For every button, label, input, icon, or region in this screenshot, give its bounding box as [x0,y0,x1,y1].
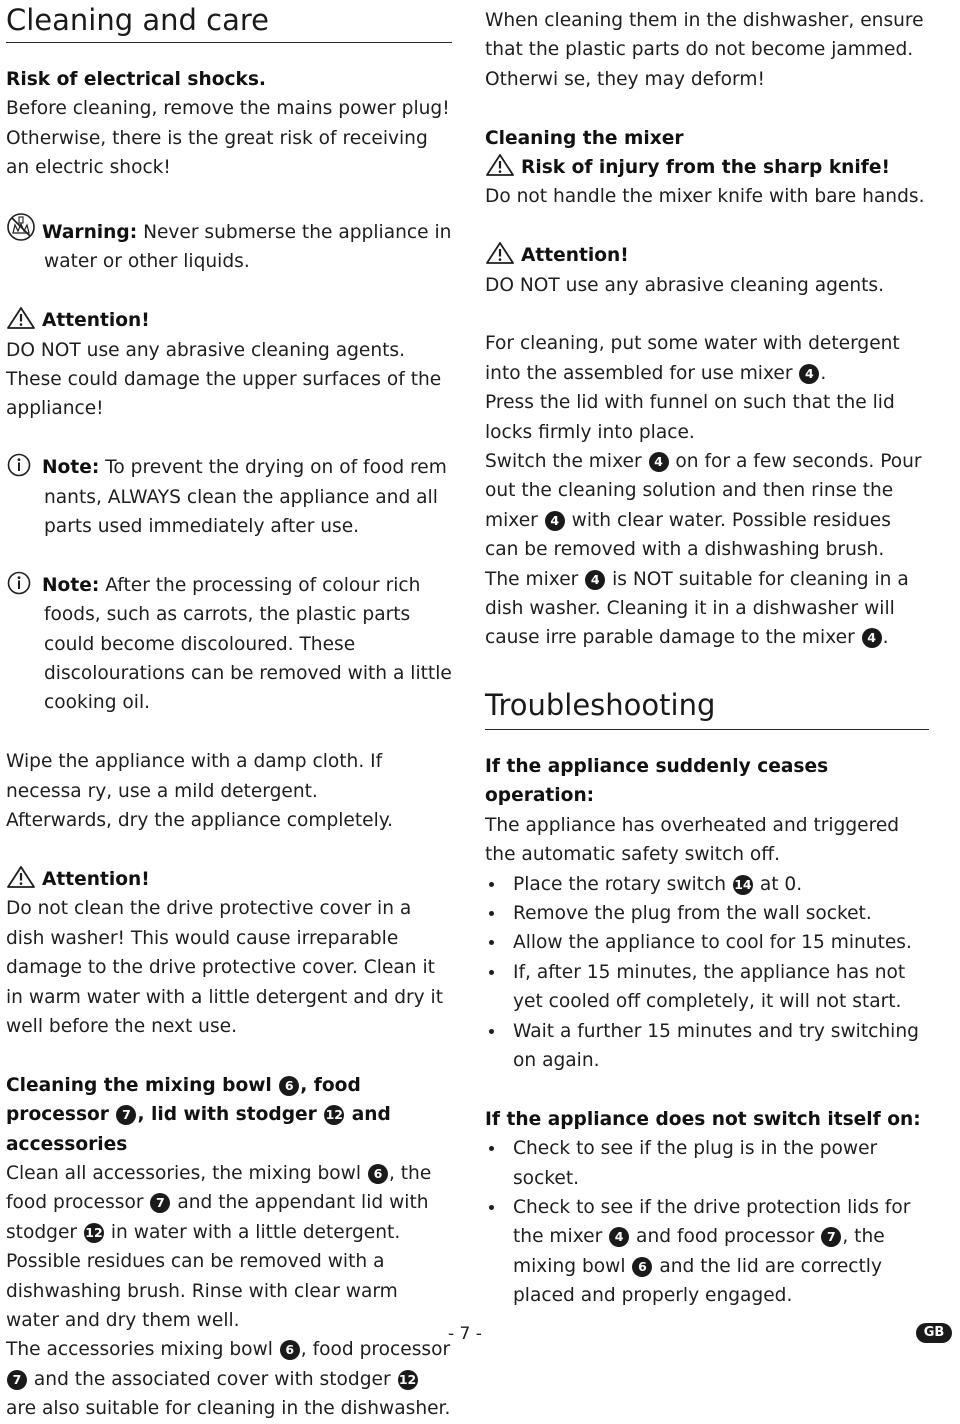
warning-triangle-icon [6,306,36,330]
right-column [485,6,929,1311]
shock-title: Risk of electrical shocks. [6,69,266,90]
attention-label: Attention! [42,868,150,890]
dry-text: Afterwards, dry the appliance completely. [6,810,394,832]
ceases-title: If the appliance suddenly ceases operation: [485,755,829,807]
number-badge: 4 [585,570,605,590]
number-badge: 7 [7,1370,27,1390]
attention-heading-1 [6,306,452,335]
number-badge: 7 [821,1227,841,1247]
language-badge: GB [916,1323,952,1343]
attention-label: Attention! [42,310,150,332]
mixer-paragraph-3: Switch the mixer 4 on for a few seconds. Pour out the cleaning solution and then rinse the mixer 4 with clear water. Possible residues can be removed with a dishwashing brush. [485,451,922,561]
attention-text-1: DO NOT use any abrasive cleaning agents. These could damage the upper surfaces of the appliance! [6,339,442,420]
number-badge: 7 [116,1105,136,1125]
number-badge: 6 [279,1076,299,1096]
attention-text-2: Do not clean the drive protective cover in a dish washer! This would cause irreparable damage to the drive protective cover. Clean it in warm water with a little detergent and dry it well before the next use. [6,898,444,1037]
note-text-2: After the processing of colour rich foods, such as carrots, the plastic parts could become discoloured. These discolourations can be removed with a little cooking oil. [44,574,452,714]
info-circle-icon [6,571,36,595]
bowl-title: Cleaning the mixing bowl 6 , food processor 7 , lid with stodger 12 and accessories [6,1074,391,1155]
list-item: Check to see if the drive protection lids for the mixer 4 and food processor 7 , the mixing bowl 6 and the lid are correctly placed and properly engaged. [485,1193,929,1311]
shock-text: Before cleaning, remove the mains power plug! Otherwise, there is the great risk of receiving an electric shock! [6,98,450,179]
number-badge: 4 [862,628,882,648]
note-paragraph-1 [6,453,452,541]
page-number: - 7 - [448,1324,482,1344]
warning-triangle-icon [485,153,515,177]
number-badge: 12 [84,1223,104,1243]
list-item: Wait a further 15 minutes and try switching on again. [485,1017,929,1076]
injury-text: Do not handle the mixer knife with bare hands. [485,186,925,208]
number-badge: 6 [368,1164,388,1184]
attention-heading-2 [6,865,452,894]
number-badge: 12 [398,1370,418,1390]
attention-text-3: DO NOT use any abrasive cleaning agents. [485,274,885,296]
number-badge: 12 [324,1105,344,1125]
list-item: Allow the appliance to cool for 15 minutes. [485,928,929,957]
list-item: Check to see if the plug is in the power socket. [485,1134,929,1193]
number-badge: 4 [799,364,819,384]
number-badge: 14 [733,875,753,895]
section-heading-troubleshooting: Troubleshooting [485,685,929,730]
section-heading-cleaning: Cleaning and care [6,0,452,43]
info-circle-icon [6,453,36,477]
ceases-text: The appliance has overheated and triggered the automatic safety switch off. [485,814,900,866]
left-column [6,0,452,1424]
no-submerge-icon [6,212,36,242]
bowl-paragraph-1: Clean all accessories, the mixing bowl 6 , the food processor 7 and the appendant lid with stodger 12 in water with a little detergent. Possible residues can be removed with a dishwashing brush. Rinse with clear warm water and dry them well. [6,1162,432,1331]
attention-heading-3: Attention! [485,241,929,270]
warning-triangle-icon [485,241,515,265]
bowl-paragraph-2: The accessories mixing bowl 6 , food processor 7 and the associated cover with stodger 12 are also suitable for cleaning in the dishwasher. [6,1339,451,1420]
note-text-1: To prevent the drying on of food rem nants, ALWAYS clean the appliance and all parts used immediately after use. [44,457,447,538]
number-badge: 4 [649,452,669,472]
number-badge: 6 [632,1257,652,1277]
note-label: Note: [42,457,100,479]
mixer-paragraph-1: For cleaning, put some water with detergent into the assembled for use mixer 4 . [485,333,900,384]
number-badge: 7 [150,1193,170,1213]
mixer-paragraph-2: Press the lid with funnel on such that the lid locks firmly into place. [485,392,895,443]
noswitch-title: If the appliance does not switch itself on: [485,1108,921,1130]
mixer-title: Cleaning the mixer [485,127,684,149]
list-item: Place the rotary switch 14 at 0. [485,870,929,899]
ceases-list [485,870,929,1076]
note-label: Note: [42,574,100,596]
warning-paragraph [6,212,452,277]
number-badge: 6 [280,1340,300,1360]
list-item: If, after 15 minutes, the appliance has not yet cooled off completely, it will not start. [485,958,929,1017]
wipe-text: Wipe the appliance with a damp cloth. If necessa ry, use a mild detergent. [6,751,383,802]
warning-triangle-icon [6,865,36,889]
number-badge: 4 [545,511,565,531]
number-badge: 4 [609,1227,629,1247]
warning-label: Warning: [42,222,138,244]
dishwasher-text: When cleaning them in the dishwasher, ensure that the plastic parts do not become jammed. Otherwi se, they may deform! [485,10,924,90]
mixer-paragraph-4: The mixer 4 is NOT suitable for cleaning in a dish washer. Cleaning it in a dishwasher will cause irre parable damage to the mixer 4 . [485,568,909,649]
noswitch-list [485,1134,929,1310]
warning-text: Never submerse the appliance in water or other liquids. [44,222,452,273]
list-item: Remove the plug from the wall socket. [485,899,929,928]
note-paragraph-2 [6,571,452,718]
injury-title: Risk of injury from the sharp knife! [485,153,929,182]
